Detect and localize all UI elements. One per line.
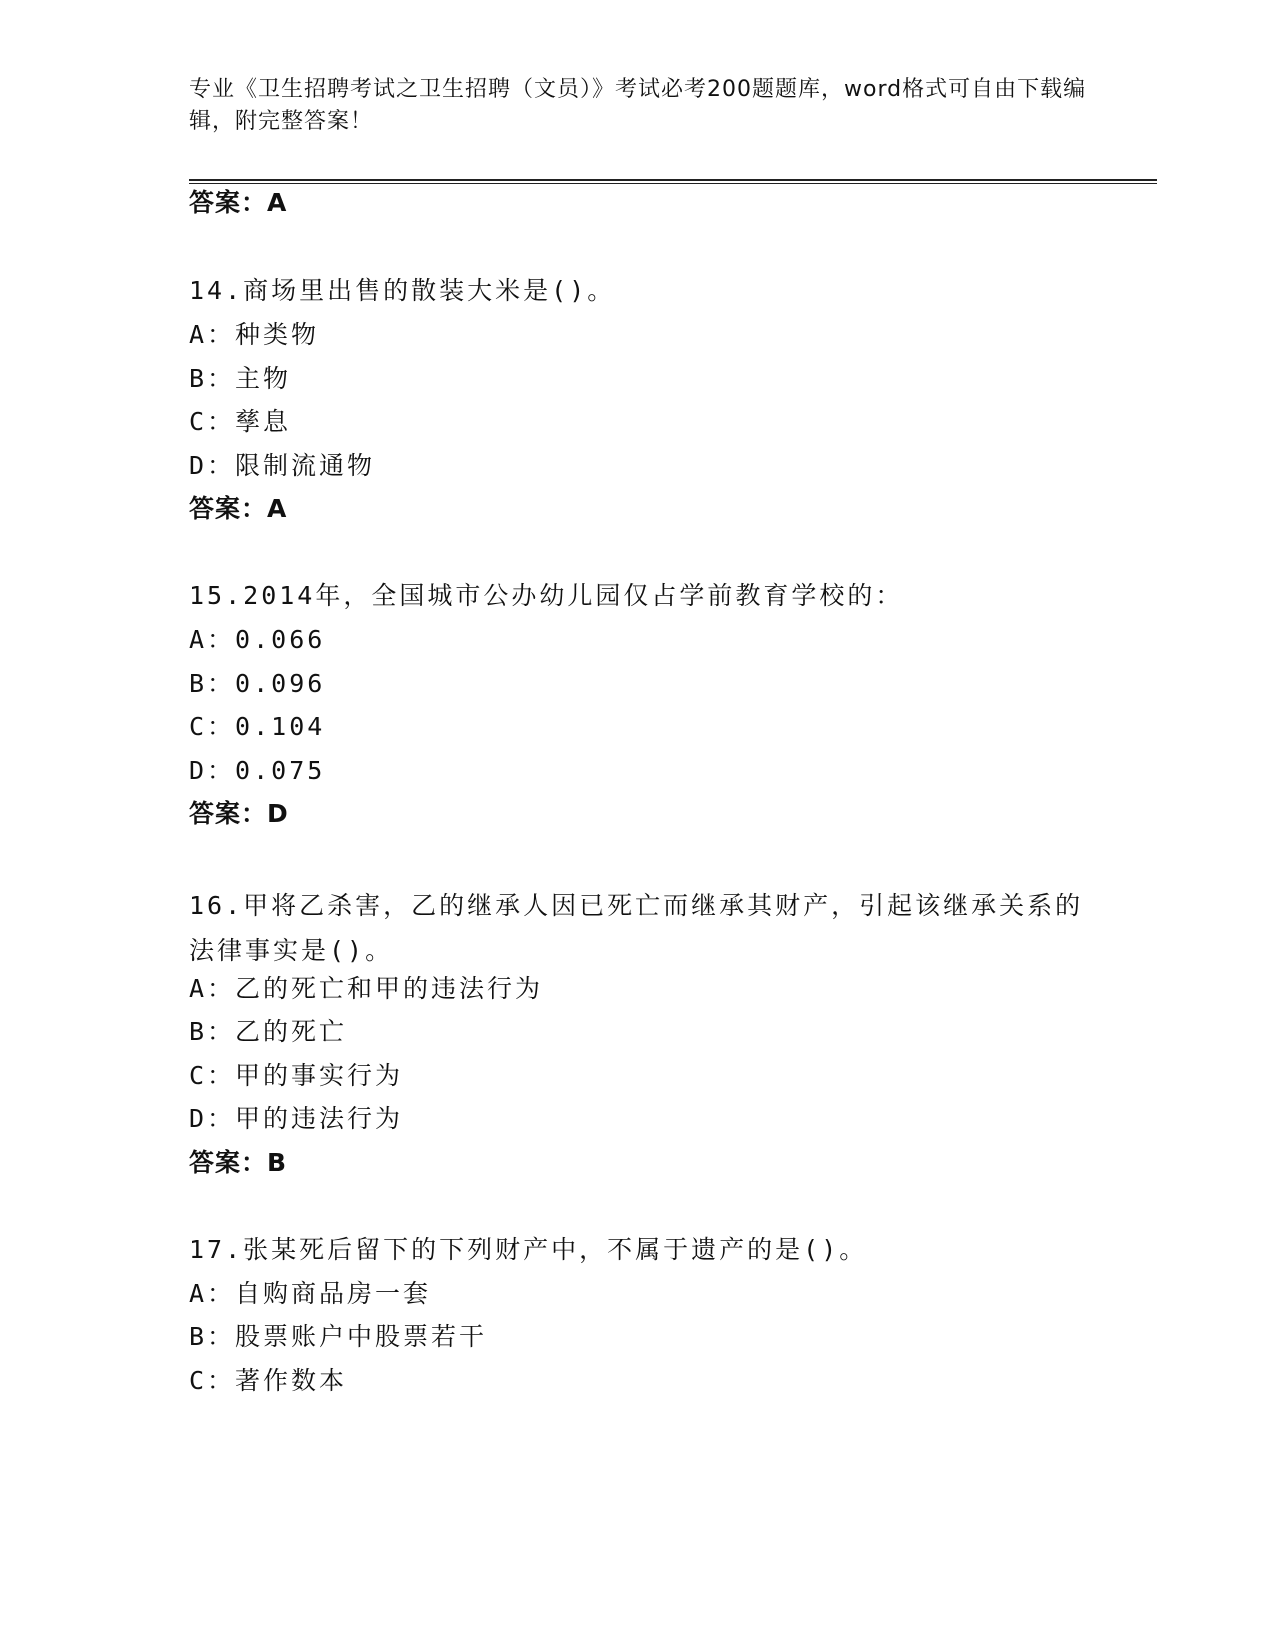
q15-option-c: C：0.104 [189,712,326,741]
question-15: 15.2014年，全国城市公办幼儿园仅占学前教育学校的： [189,581,904,610]
q15-answer: 答案：D [189,799,289,828]
header-divider [189,179,1157,184]
q14-option-d: D：限制流通物 [189,451,376,480]
question-14: 14.商场里出售的散装大米是()。 [189,276,616,305]
q16-option-a: A：乙的死亡和甲的违法行为 [189,974,544,1003]
q17-option-c: C：著作数本 [189,1366,348,1395]
question-17: 17.张某死后留下的下列财产中，不属于遗产的是()。 [189,1235,868,1264]
q15-option-d: D：0.075 [189,756,326,785]
q16-answer: 答案：B [189,1148,288,1177]
q16-option-d: D：甲的违法行为 [189,1104,404,1133]
q15-option-a: A：0.066 [189,625,326,654]
q15-option-b: B：0.096 [189,669,326,698]
q16-option-c: C：甲的事实行为 [189,1061,404,1090]
q14-option-c: C：孳息 [189,407,292,436]
answer-previous: 答案：A [189,188,288,217]
q16-option-b: B：乙的死亡 [189,1017,348,1046]
question-16: 16.甲将乙杀害，乙的继承人因已死亡而继承其财产，引起该继承关系的法律事实是()。 [189,891,1084,965]
q14-option-a: A：种类物 [189,320,320,349]
q17-option-a: A：自购商品房一套 [189,1279,432,1308]
q17-option-b: B：股票账户中股票若干 [189,1322,488,1351]
q14-option-b: B：主物 [189,364,292,393]
q14-answer: 答案：A [189,494,288,523]
document-header: 专业《卫生招聘考试之卫生招聘（文员）》考试必考200题题库，word格式可自由下载编辑，附完整答案！ [189,77,1087,134]
